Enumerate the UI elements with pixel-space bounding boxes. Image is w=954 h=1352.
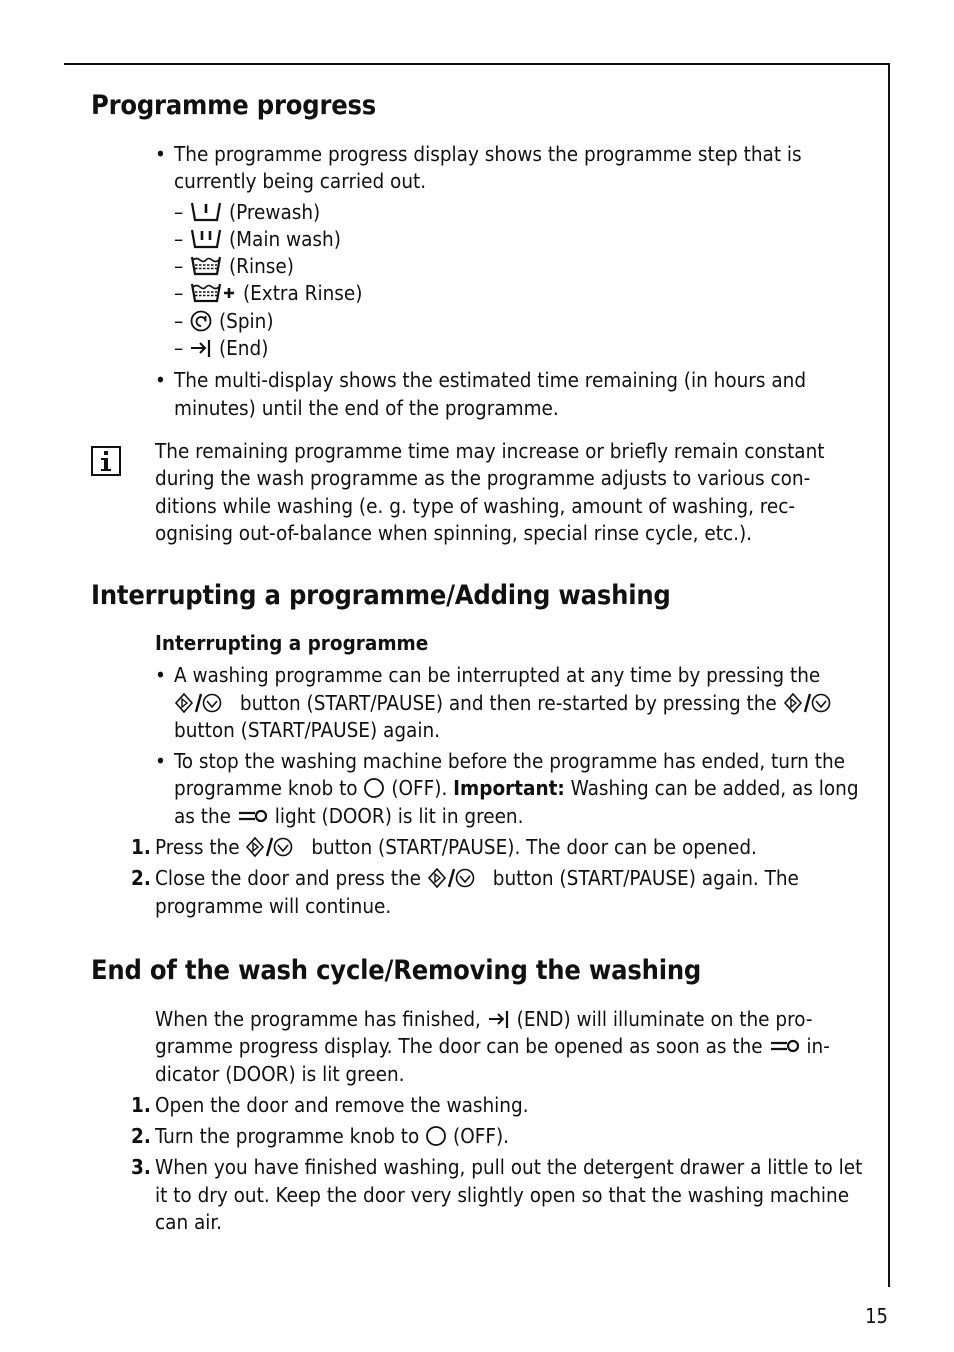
progress-bullet-1: • The programme progress display shows the programme step that is currently being carried out.: [155, 141, 863, 196]
subheading-interrupting: Interrupting a programme: [155, 631, 429, 655]
step-number: 1.: [131, 835, 151, 860]
end-p-post: in-dicator (DOOR) is lit green.: [155, 1034, 830, 1086]
b1-post: button (START/PAUSE) again.: [174, 717, 440, 742]
start-pause-icon: [174, 692, 234, 714]
step-extra-rinse: – (Extra Rinse): [174, 281, 363, 306]
progress-block: [155, 141, 863, 422]
end-p-mid: (END) will illuminate on the pro-gramme progress display. The door can be opened as soon as the: [155, 1007, 813, 1059]
off-icon: [363, 777, 385, 799]
step-end-label: (End): [218, 336, 269, 361]
end-step-3-text: When you have finished washing, pull out the detergent drawer a little to let it to dry out. Keep the door very slightly open so that the washing machine can air.: [155, 1155, 863, 1235]
rinse-icon: [189, 255, 223, 277]
step-2-post: button (START/PAUSE) again. The programme will continue.: [155, 866, 799, 918]
end-step-2-post: (OFF).: [453, 1124, 510, 1149]
step-prewash: – (Prewash): [174, 199, 321, 224]
spin-icon: [189, 310, 213, 332]
heading-programme-progress: Programme progress: [91, 90, 377, 121]
door-icon: [237, 805, 269, 827]
step-1-post: button (START/PAUSE). The door can be opened.: [311, 835, 757, 860]
step-main-wash: – (Main wash): [174, 226, 341, 251]
end-step-1-text: Open the door and remove the washing.: [155, 1092, 529, 1117]
step-spin: – (Spin): [174, 308, 274, 333]
step-number: 2.: [131, 1124, 151, 1149]
end-paragraph: [155, 1006, 863, 1088]
step-1-pre: Press the: [155, 835, 240, 860]
prewash-icon: [189, 201, 223, 223]
end-step-2-pre: Turn the programme knob to: [155, 1124, 420, 1149]
info-note: The remaining programme time may increase or briefly remain constant during the wash programme as the programme adjusts to various con-ditions while washing (e. g. type of washing, amount of washing, rec-ognising out-of-balance when spinning, special rinse cycle, etc.).: [155, 439, 825, 545]
interrupt-step-1: [131, 834, 863, 861]
end-p-pre: When the programme has finished,: [155, 1007, 481, 1031]
heading-interrupting: Interrupting a programme/Adding washing: [91, 580, 671, 611]
step-end: – (End): [174, 336, 269, 361]
interrupt-bullet-2: [155, 748, 863, 830]
progress-steps-list: [155, 199, 863, 363]
info-icon: [91, 446, 121, 476]
step-number: 3.: [131, 1155, 151, 1180]
step-main-wash-label: (Main wash): [228, 226, 341, 251]
start-pause-icon: [245, 836, 305, 858]
end-step-3: [131, 1154, 863, 1236]
end-block: [131, 1006, 863, 1236]
b2-post: light (DOOR) is lit in green.: [274, 803, 524, 828]
main-wash-icon: [189, 228, 223, 250]
step-rinse-label: (Rinse): [228, 254, 294, 279]
end-step-1: [131, 1092, 863, 1119]
end-step-2: [131, 1123, 863, 1150]
right-rule: [888, 63, 890, 1287]
heading-end-of-cycle: End of the wash cycle/Removing the washing: [91, 955, 702, 986]
step-extra-rinse-label: (Extra Rinse): [242, 281, 363, 306]
interrupt-bullet-1: [155, 662, 863, 744]
end-icon: [487, 1008, 511, 1030]
door-icon: [769, 1035, 801, 1057]
page-number: 15: [865, 1304, 888, 1328]
b2-mid: Washing can be added, as long as the: [174, 776, 859, 828]
top-rule: [64, 63, 890, 65]
off-icon: [425, 1125, 447, 1147]
b1-mid: button (START/PAUSE) and then re-started by pressing the: [239, 690, 777, 715]
step-number: 2.: [131, 866, 151, 891]
b2-important: Important:: [453, 776, 565, 801]
start-pause-icon: [783, 692, 843, 714]
interrupt-step-2: [131, 865, 863, 920]
b2-pre: To stop the washing machine before the programme has ended, turn the programme knob to: [174, 749, 845, 801]
step-spin-label: (Spin): [218, 308, 274, 333]
interrupt-block: [131, 630, 863, 920]
step-number: 1.: [131, 1092, 151, 1117]
step-2-pre: Close the door and press the: [155, 866, 422, 891]
end-icon: [189, 337, 213, 359]
progress-bullet-2: • The multi-display shows the estimated time remaining (in hours and minutes) until the end of the programme.: [155, 367, 863, 422]
start-pause-icon: [427, 867, 487, 889]
b1-pre: A washing programme can be interrupted at any time by pressing the: [174, 663, 821, 688]
b2-off: (OFF).: [391, 776, 448, 801]
extra-rinse-icon: [189, 282, 237, 304]
step-rinse: – (Rinse): [174, 254, 294, 279]
step-prewash-label: (Prewash): [228, 199, 321, 224]
